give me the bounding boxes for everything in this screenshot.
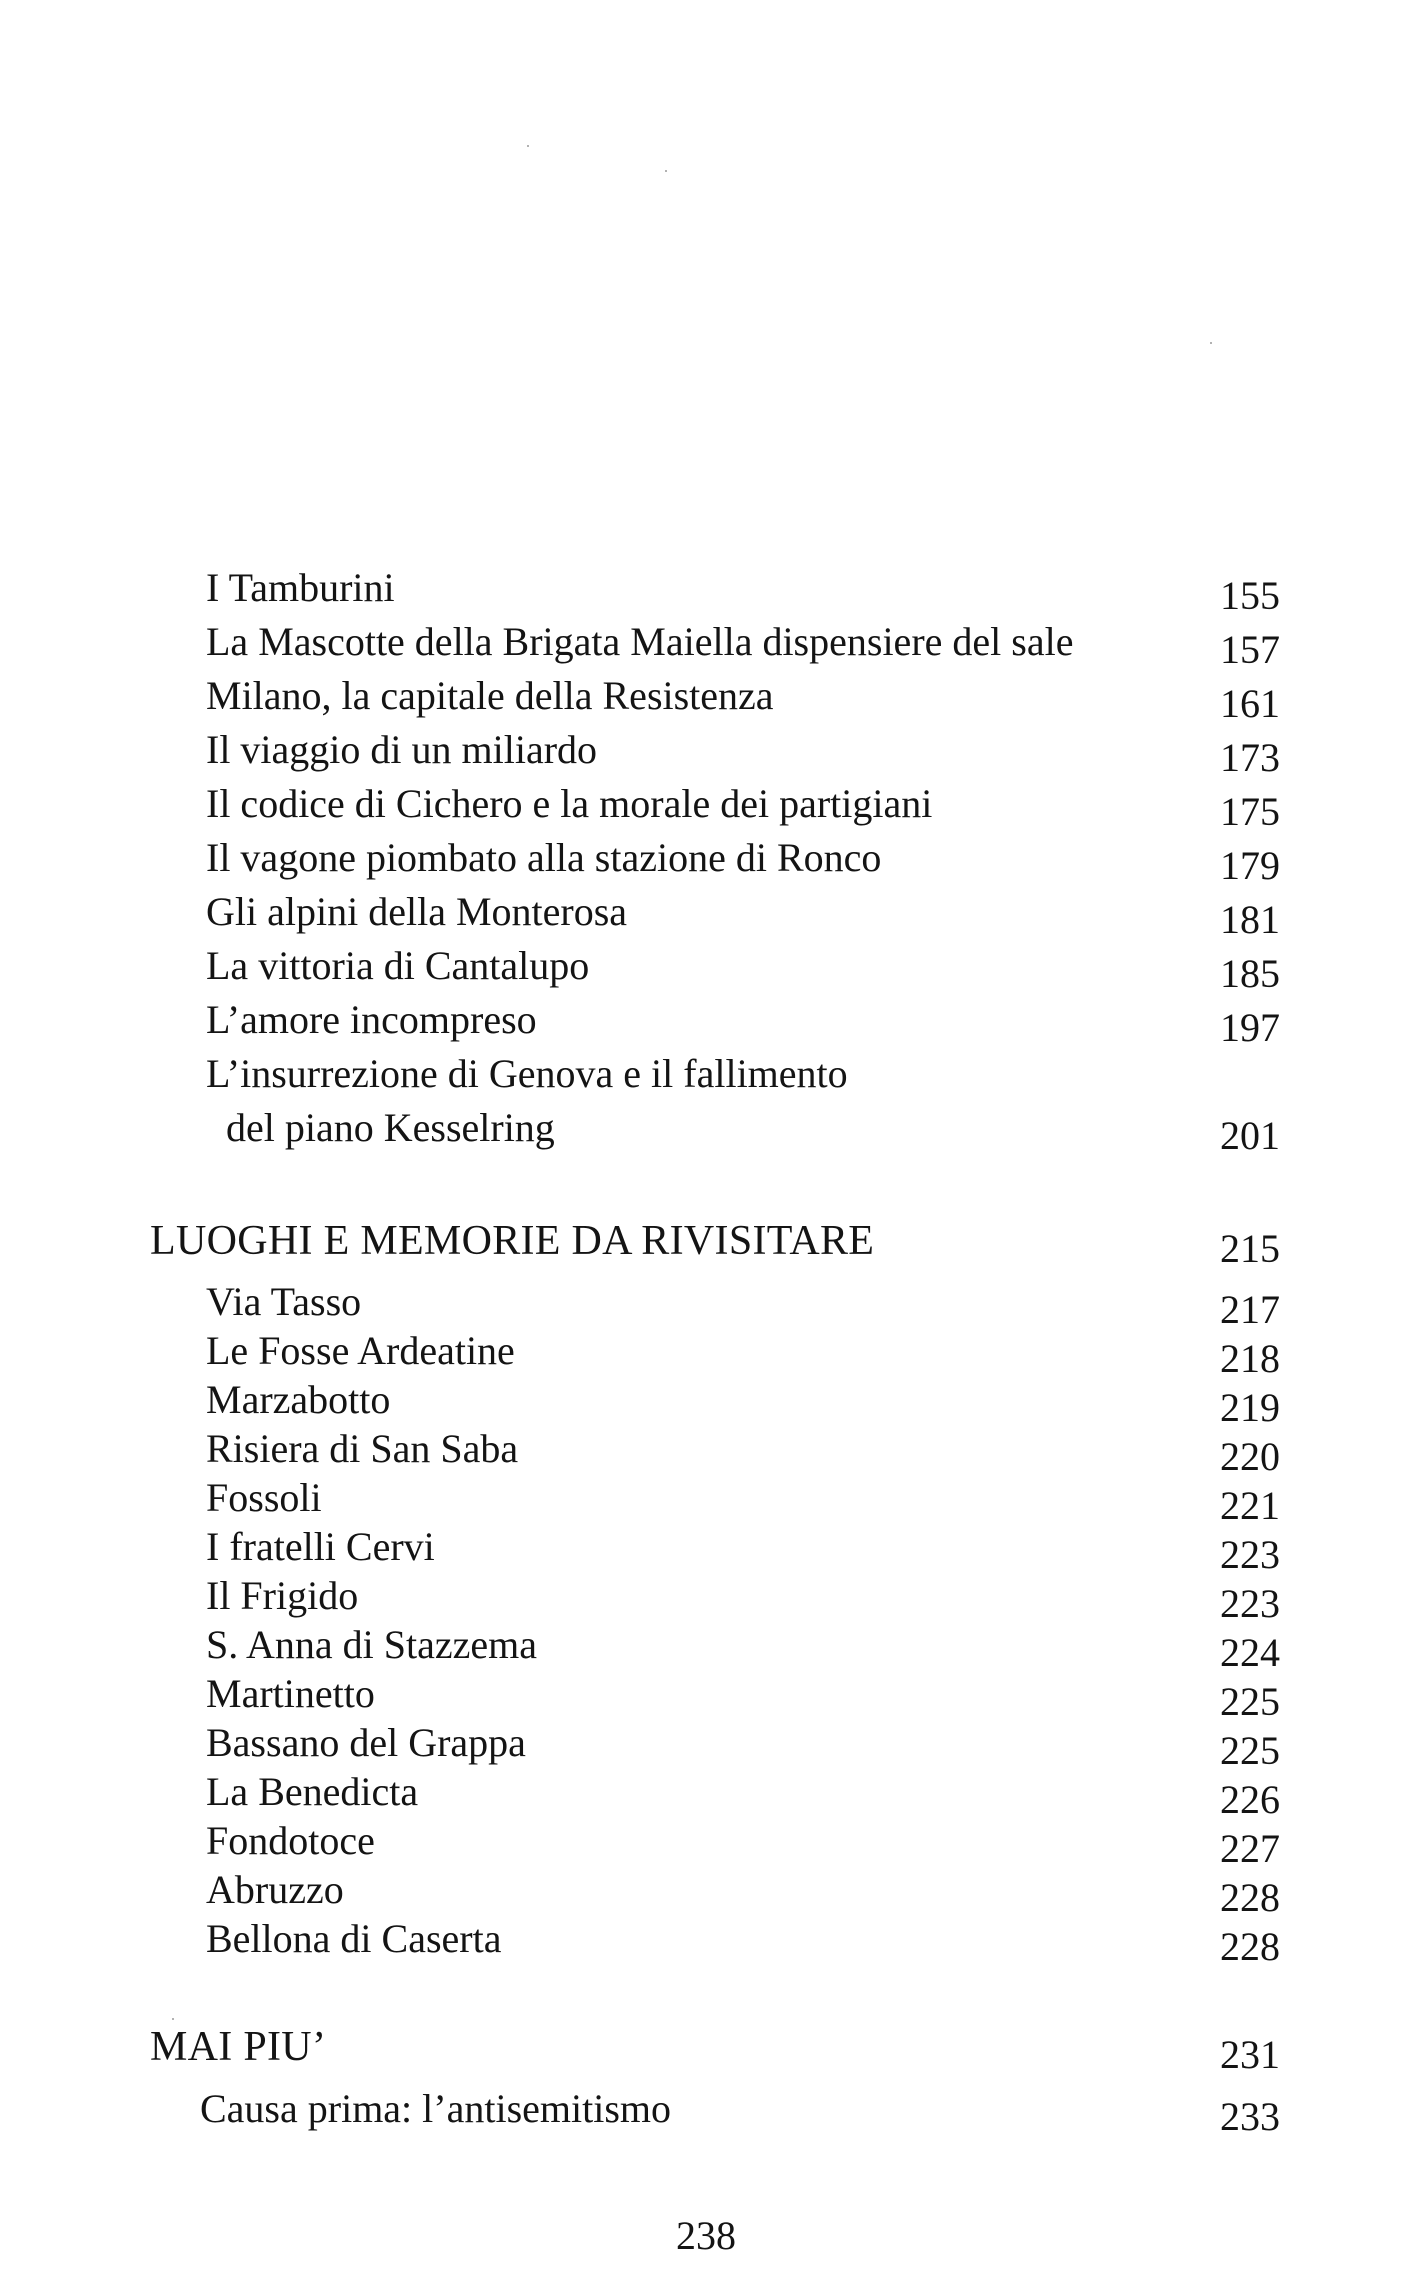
toc-entry-page: 223 [1220,1581,1280,1626]
toc-entry [0,1472,1412,1528]
toc-section [0,1215,1412,1271]
toc-entry-page: 224 [1220,1630,1280,1675]
toc-entry-title: La vittoria di Cantalupo [206,943,590,988]
toc-entry [0,832,1412,888]
toc-entry-page: 228 [1220,1875,1280,1920]
toc-entry-page: 179 [1220,843,1280,888]
toc-entry-title: La Benedicta [206,1769,419,1814]
toc-entry-title: Martinetto [206,1671,375,1716]
toc-entry [0,1570,1412,1626]
toc-entry [0,1766,1412,1822]
toc-entry [0,1325,1412,1381]
scan-speck [172,2018,174,2020]
toc-entry [0,1815,1412,1871]
toc-entry-title: Via Tasso [206,1279,362,1324]
toc-entry-title: Bellona di Caserta [206,1916,502,1961]
toc-entry-title: La Mascotte della Brigata Maiella dispensiere del sale [206,619,1074,664]
toc-entry-title: Marzabotto [206,1377,391,1422]
toc-entry-title: I Tamburini [206,565,395,610]
toc-entry-page: 181 [1220,897,1280,942]
toc-entry [0,940,1412,996]
toc-entry [0,1048,1412,1100]
toc-entry-title: Causa prima: l’antisemitismo [200,2086,672,2131]
toc-entry-page: 225 [1220,1679,1280,1724]
toc-entry-title: Fondotoce [206,1818,375,1863]
toc-entry-title: Bassano del Grappa [206,1720,526,1765]
toc-entry-page: 227 [1220,1826,1280,1871]
toc-section-page: 231 [1220,2032,1280,2077]
toc-entry-title: L’insurrezione di Genova e il fallimento [206,1051,848,1096]
toc-section [0,2021,1412,2077]
toc-entry-title: Risiera di San Saba [206,1426,519,1471]
toc-entry-page: 197 [1220,1005,1280,1050]
toc-entry-title: I fratelli Cervi [206,1524,435,1569]
toc-entry [0,1276,1412,1332]
scan-speck [665,170,667,172]
toc-entry [0,994,1412,1050]
toc-entry [0,1423,1412,1479]
toc-entry-title: Il codice di Cichero e la morale dei partigiani [206,781,933,826]
toc-entry-page: 155 [1220,573,1280,618]
toc-entry-page: 221 [1220,1483,1280,1528]
toc-entry-page: 175 [1220,789,1280,834]
toc-entry [0,1913,1412,1969]
toc-entry [0,562,1412,618]
toc-entry-page: 161 [1220,681,1280,726]
toc-entry [0,616,1412,672]
toc-section-title: MAI PIU’ [150,2024,327,2070]
toc-section-title: LUOGHI E MEMORIE DA RIVISITARE [150,1218,875,1264]
toc-entry [0,778,1412,834]
toc-entry-page: 185 [1220,951,1280,996]
page-number: 238 [676,2213,736,2258]
scan-speck [1210,342,1212,344]
toc-entry [0,2083,1412,2139]
toc-entry [0,1374,1412,1430]
toc-entry-title: Il viaggio di un miliardo [206,727,598,772]
toc-entry-page: 217 [1220,1287,1280,1332]
toc-entry-page: 218 [1220,1336,1280,1381]
toc-entry [0,1521,1412,1577]
toc-entry [0,1717,1412,1773]
toc-entry [0,1668,1412,1724]
toc-entry-title: Milano, la capitale della Resistenza [206,673,774,718]
toc-entry-page: 223 [1220,1532,1280,1577]
toc-entry-title: Il Frigido [206,1573,359,1618]
toc-entry-page: 233 [1220,2094,1280,2139]
toc-entry-continuation [0,1102,1412,1158]
toc-entry-title: Fossoli [206,1475,322,1520]
toc-entry [0,670,1412,726]
toc-entry-title: Le Fosse Ardeatine [206,1328,515,1373]
toc-entry-page: 220 [1220,1434,1280,1479]
toc-section-page: 215 [1220,1226,1280,1271]
toc-entry [0,886,1412,942]
toc-entry-page: 173 [1220,735,1280,780]
toc-entry [0,1864,1412,1920]
toc-entry-title-continued: del piano Kesselring [226,1105,555,1150]
toc-entry-page: 219 [1220,1385,1280,1430]
toc-entry-title: Abruzzo [206,1867,344,1912]
toc-entry-page: 228 [1220,1924,1280,1969]
toc-entry-page: 201 [1220,1113,1280,1158]
toc-entry-title: Il vagone piombato alla stazione di Ronco [206,835,882,880]
toc-entry-title: L’amore incompreso [206,997,537,1042]
toc-entry-title: S. Anna di Stazzema [206,1622,538,1667]
toc-entry-page: 226 [1220,1777,1280,1822]
toc-entry-page: 225 [1220,1728,1280,1773]
scan-speck [527,145,529,147]
toc-entry-title: Gli alpini della Monterosa [206,889,628,934]
toc-entry [0,724,1412,780]
toc-entry-page: 157 [1220,627,1280,672]
toc-entry [0,1619,1412,1675]
